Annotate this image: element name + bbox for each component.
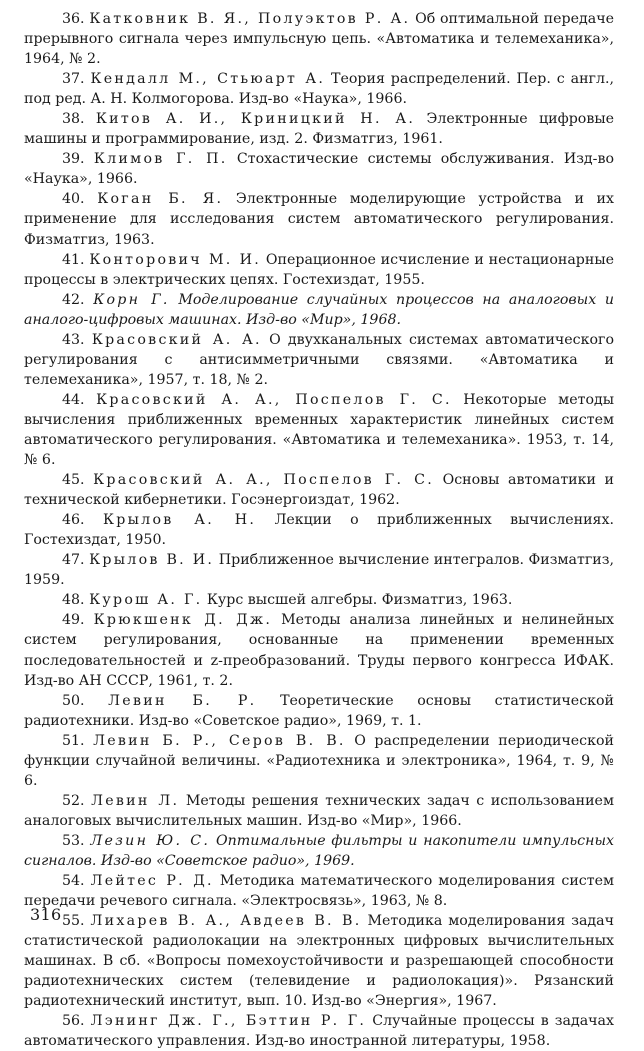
reference-entry bbox=[24, 510, 614, 550]
reference-number: 38. bbox=[62, 111, 85, 128]
reference-number: 47. bbox=[62, 552, 85, 569]
reference-entry bbox=[24, 871, 614, 911]
reference-author: Корн Г. bbox=[93, 291, 170, 308]
reference-author: Кендалл М., Стьюарт А. bbox=[90, 71, 326, 88]
reference-author: Крюкшенк Д. Дж. bbox=[93, 612, 273, 629]
reference-number: 37. bbox=[62, 71, 85, 88]
reference-number: 53. bbox=[62, 832, 85, 849]
reference-entry bbox=[24, 69, 614, 109]
reference-entry bbox=[24, 911, 614, 1011]
reference-entry bbox=[24, 290, 614, 330]
reference-author: Китов А. И., Криницкий Н. А. bbox=[95, 111, 416, 128]
reference-author: Красовский А. А., Поспелов Г. С. bbox=[93, 472, 434, 489]
reference-author: Левин Л. bbox=[91, 792, 180, 809]
reference-number: 45. bbox=[62, 472, 85, 489]
reference-author: Лезин Ю. С. bbox=[90, 832, 211, 849]
reference-text: Оптимальные фильтры и накопители импульсных сигналов. Изд-во «Советское радио», 1969. bbox=[24, 832, 614, 869]
reference-text: Электронные цифровые машины и программирование, изд. 2. Физматгиз, 1961. bbox=[24, 111, 615, 148]
reference-entry bbox=[24, 149, 614, 189]
reference-author: Крылов В. И. bbox=[89, 552, 215, 569]
reference-number: 46. bbox=[62, 512, 85, 529]
reference-number: 50. bbox=[62, 692, 85, 709]
reference-entry bbox=[24, 1011, 614, 1051]
reference-text: Случайные процессы в задачах автоматического управления. Изд-во иностранной литературы, 1958. bbox=[24, 1013, 614, 1050]
reference-entry bbox=[24, 9, 614, 69]
reference-entry bbox=[24, 109, 614, 149]
reference-text: Электронные моделирующие устройства и их применение для исследования систем автоматического регулирования. Физматгиз, 1963. bbox=[24, 191, 614, 248]
reference-number: 51. bbox=[62, 732, 85, 749]
reference-text: Методика моделирования задач статистической радиолокации на электронных цифровых вычислительных машинах. В сб. «Вопросы помехоустойчивости и разрешающей способности радиотехнических систем (телевидение и радиолокация)». Рязанский радиотехнический институт, вып. 10. Изд-во «Энергия», 1967. bbox=[24, 913, 615, 1010]
reference-author: Крылов А. Н. bbox=[103, 512, 257, 529]
reference-number: 52. bbox=[62, 792, 85, 809]
reference-text: Основы автоматики и технической кибернетики. Госэнергоиздат, 1962. bbox=[24, 472, 614, 509]
reference-author: Лихарев В. А., Авдеев В. В. bbox=[90, 913, 362, 930]
reference-author: Коган Б. Я. bbox=[97, 191, 224, 208]
reference-number: 36. bbox=[62, 11, 85, 27]
reference-entry bbox=[24, 250, 614, 290]
reference-text: Методы решения технических задач с использованием аналоговых вычислительных машин. Изд-во «Мир», 1966. bbox=[24, 792, 614, 829]
reference-text: Методика математического моделирования систем передачи речевого сигнала. «Электросвязь», 1963, № 8. bbox=[24, 873, 614, 910]
reference-number: 49. bbox=[62, 612, 85, 629]
reference-number: 54. bbox=[62, 873, 85, 890]
reference-text: О двухканальных системах автоматического регулирования с антисимметричными связями. «Автоматика и телемеханика», 1957, т. 18, № 2. bbox=[24, 331, 615, 388]
reference-author: Левин Б. Р., Серов В. В. bbox=[93, 732, 346, 749]
reference-entry bbox=[24, 590, 614, 610]
reference-author: Курош А. Г. bbox=[89, 592, 203, 609]
reference-entry bbox=[24, 189, 614, 249]
reference-entry bbox=[24, 831, 614, 871]
reference-text: Об оптимальной передаче прерывного сигнала через импульсную цепь. «Автоматика и телемеханика», 1964, № 2. bbox=[24, 11, 614, 68]
reference-text: Приближенное вычисление интегралов. Физматгиз, 1959. bbox=[24, 552, 614, 589]
reference-author: Конторович М. И. bbox=[89, 251, 262, 268]
reference-text: Моделирование случайных процессов на аналоговых и аналого-цифровых машинах. Изд-во «Мир», 1968. bbox=[24, 291, 614, 328]
reference-entry bbox=[24, 691, 614, 731]
reference-entry bbox=[24, 550, 614, 590]
reference-entry bbox=[24, 470, 614, 510]
reference-author: Лейтес Р. Д. bbox=[90, 873, 214, 890]
reference-number: 55. bbox=[62, 913, 85, 930]
reference-text: Теоретические основы статистической радиотехники. Изд-во «Советское радио», 1969, т. 1. bbox=[24, 692, 615, 729]
reference-author: Лэнинг Дж. Г., Бэттин Р. Г. bbox=[90, 1013, 367, 1030]
reference-text: Стохастические системы обслуживания. Изд-во «Наука», 1966. bbox=[24, 151, 614, 188]
reference-number: 39. bbox=[62, 151, 85, 168]
reference-text: О распределении периодической функции случайной величины. «Радиотехника и электроника», 1964, т. 9, № 6. bbox=[24, 732, 614, 789]
reference-text: Курс высшей алгебры. Физматгиз, 1963. bbox=[206, 592, 513, 609]
reference-entry bbox=[24, 330, 614, 390]
reference-number: 56. bbox=[62, 1013, 85, 1030]
reference-text: Лекции о приближенных вычислениях. Гостехиздат, 1950. bbox=[24, 512, 614, 549]
reference-number: 44. bbox=[62, 391, 85, 408]
reference-author: Катковник В. Я., Полуэктов Р. А. bbox=[89, 11, 411, 27]
reference-number: 41. bbox=[62, 251, 85, 268]
reference-entry bbox=[24, 390, 614, 470]
reference-entry bbox=[24, 791, 614, 831]
reference-entry bbox=[24, 610, 614, 690]
reference-number: 48. bbox=[62, 592, 85, 609]
reference-list bbox=[24, 9, 614, 1051]
reference-text: Методы анализа линейных и нелинейных систем регулирования, основанные на применении временных последовательностей и z-преобразований. Труды первого конгресса ИФАК. Изд-во АН СССР, 1961, т. 2. bbox=[24, 612, 615, 689]
reference-number: 43. bbox=[62, 331, 85, 348]
reference-author: Красовский А. А. bbox=[91, 331, 262, 348]
reference-text: Операционное исчисление и нестационарные процессы в электрических цепях. Гостехиздат, 1955. bbox=[24, 251, 615, 288]
reference-text: Некоторые методы вычисления приближенных временных характеристик линейных систем автоматического регулирования. «Автоматика и телемеханика». 1953, т. 14, № 6. bbox=[24, 391, 615, 469]
page-number: 316 bbox=[30, 905, 62, 924]
reference-author: Левин Б. Р. bbox=[108, 692, 257, 709]
reference-author: Климов Г. П. bbox=[93, 151, 228, 168]
reference-number: 40. bbox=[62, 191, 85, 208]
reference-text: Теория распределений. Пер. с англ., под ред. А. Н. Колмогорова. Изд-во «Наука», 1966. bbox=[24, 71, 614, 108]
reference-number: 42. bbox=[62, 291, 85, 308]
reference-entry bbox=[24, 731, 614, 791]
reference-author: Красовский А. А., Поспелов Г. С. bbox=[96, 391, 452, 408]
